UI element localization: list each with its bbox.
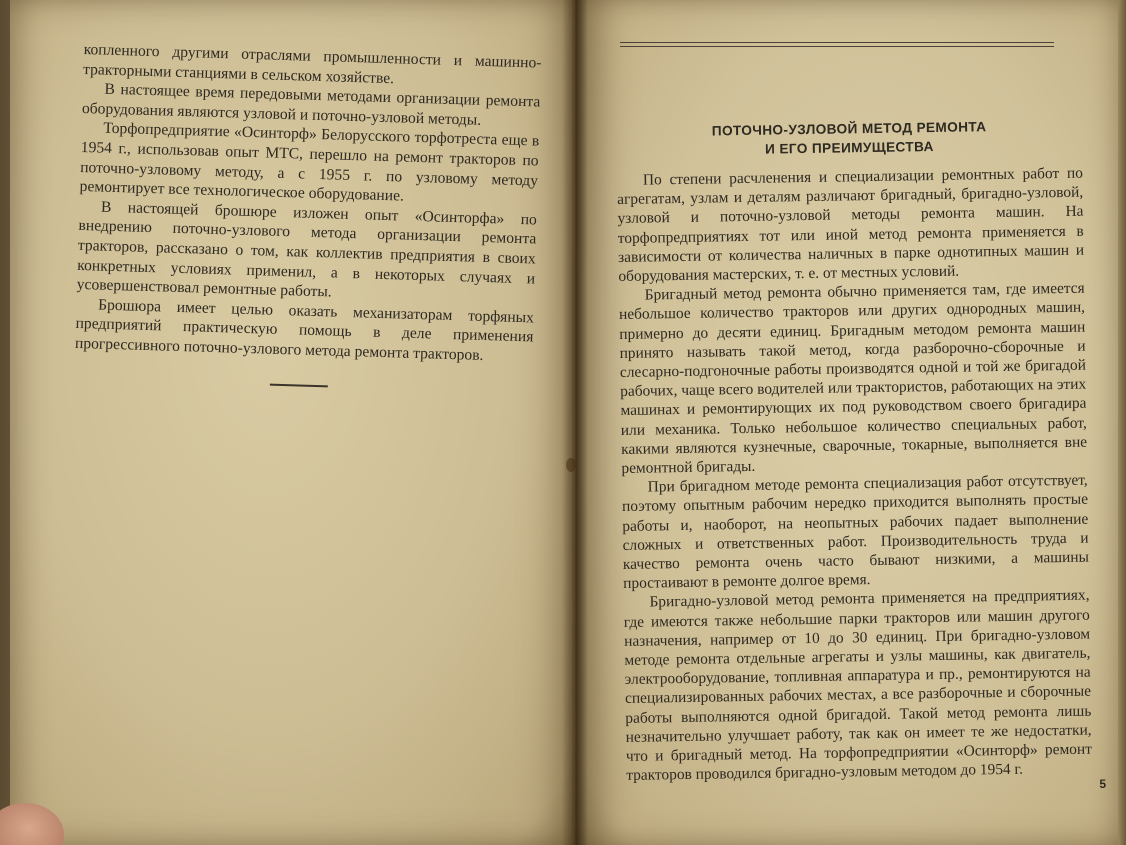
paper-stain bbox=[566, 458, 576, 472]
chapter-heading bbox=[616, 116, 1083, 161]
header-double-rule bbox=[620, 42, 1054, 47]
book-edge bbox=[1118, 0, 1126, 845]
chapter-heading-line-2: И ЕГО ПРЕИМУЩЕСТВА bbox=[764, 139, 934, 157]
left-paragraph: Торфопредприятие «Осинторф» Белорусского торфотреста еще в 1954 г., использовав опыт МТС, перешло на ремонт тракторов по поточно-узловому методу, а с 1955 г. по узловому методу ремонтирует все технологическое оборудование. bbox=[79, 119, 540, 205]
right-paragraph: Бригадно-узловой метод ремонта применяется на предприятиях, где имеются также небольшие парки тракторов или машин другого назначения, например от 10 до 30 единиц. При бригадно-узловом методе ремонта отдельные агрегаты и узлы машины, как двигатель, электрооборудование, топливная аппаратура и пр., ремонтируются на специализированных рабочих местах, а все разборочные и сборочные работы выполняются одной бригадой. Такой метод ремонта лишь незначительно улучшает работу, так как он имеет те же недостатки, что и бригадный метод. На торфопредприятии «Осинторф» ремонт тракторов проводился бригадно-узловым методом до 1954 г. bbox=[623, 587, 1093, 785]
left-paragraph: копленного другими отраслями промышленности и машинно-тракторными станциями в сельском хозяйстве. bbox=[82, 40, 542, 87]
left-page-text bbox=[74, 40, 542, 393]
left-page bbox=[10, 0, 582, 845]
right-page bbox=[572, 0, 1120, 845]
chapter-heading-line-1: ПОТОЧНО-УЗЛОВОЙ МЕТОД РЕМОНТА bbox=[711, 119, 987, 139]
left-paragraph: В настоящее время передовыми методами организации ремонта оборудования являются узловой и поточно-узловой методы. bbox=[81, 80, 541, 129]
right-page-text bbox=[616, 116, 1092, 786]
end-of-text-rule bbox=[270, 383, 328, 387]
right-paragraph: По степени расчленения и специализации ремонтных работ по агрегатам, узлам и деталям различают бригадный, бригадно-узловой, узловой и поточно-узловой методы ремонта машин. На торфопредприятиях тот или иной метод ремонта применяется в зависимости от количества наличных в парке однотипных машин и оборудования мастерских, т. е. от местных условий. bbox=[617, 164, 1085, 285]
book-gutter bbox=[562, 0, 588, 845]
left-paragraph: Брошюра имеет целью оказать механизаторам торфяных предприятий практическую помощь в деле применения прогрессивного поточно-узлового метода ремонта тракторов. bbox=[74, 296, 535, 364]
page-number: 5 bbox=[1099, 777, 1106, 791]
right-paragraph: При бригадном методе ремонта специализация работ отсутствует, поэтому опытным рабочим нередко приходится выполнять простые работы и, наоборот, на неопытных рабочих падает выполнение сложных и ответственных работ. Производительность труда и качество ремонта очень часто бывают низкими, а машины простаивают в ремонте долгое время. bbox=[621, 471, 1090, 593]
right-paragraph: Бригадный метод ремонта обычно применяется там, где имеется небольшое количество тракторов или других однородных машин, примерно до десяти единиц. Бригадным методом ремонта машин принято называть такой метод, когда разборочно-сборочные и слесарно-подгоночные работы производятся одной и той же бригадой рабочих, чаще всего водителей или трактористов, работающих на этих машинах и ремонтирующих их под руководством своего бригадира или механика. Только небольшое количество специальных работ, какими являются кузнечные, сварочные, токарные, выполняется вне ремонтной бригады. bbox=[618, 279, 1088, 478]
left-paragraph: В настоящей брошюре изложен опыт «Осинторфа» по внедрению поточно-узлового метода организации ремонта тракторов, рассказано о том, как коллектив предприятия в своих конкретных условиях применил, а в некоторых случаях и усовершенствовал ремонтные работы. bbox=[76, 198, 538, 301]
